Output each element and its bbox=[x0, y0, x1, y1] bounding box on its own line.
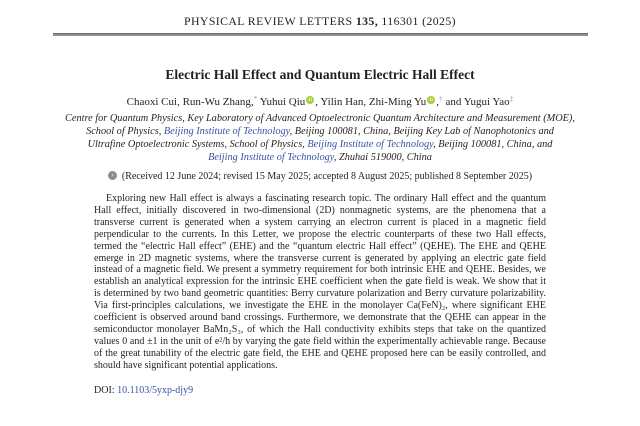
text-segment: , bbox=[436, 96, 440, 108]
abstract-text: Exploring new Hall effect is always a fascinating research topic. The ordinary Hall effect and the quantum Hall effect, initially discovered in two-dimensional (2D) nonmagnetic systems, are the phenomena that a transverse current is generated when a system carrying an electron current is placed in a magnetic field perpendicular to the currents. In this Letter, we propose the electric counterparts of these two Hall effects, termed the “electric Hall effect” (EHE) and the “quantum electric Hall effect” (QEHE). The EHE and QEHE emerge in 2D magnetic systems, where the transverse current is generated by applying an electric gate field instead of a magnetic field. We present a symmetry requirement for both intrinsic EHE and QEHE. Besides, we establish an analytical expression for the intrinsic EHE coefficient when the gate field is weak. We show that it is determined by two band geometric quantities: Berry curvature polarization and Berry curvature polarizability. Via first-principles calculations, we investigate the EHE in the monolayer Ca(FeN)₂, where significant EHE coefficient is observed around band crossings. Furthermore, we demonstrate that the QEHE can appear in the semiconductor monolayer BaMn₂S₃, of which the Hall conductivity exhibits steps that take on the quantized values 0 and ±1 in the unit of e²/h by varying the gate field within the experimentally achievable range. Because of the great tunability of the electric gate field, the EHE and QEHE proposed here can be easily controlled, and should have significant potential applications. bbox=[94, 193, 546, 371]
doi-link[interactable]: 10.1103/5yxp-djy9 bbox=[117, 384, 194, 396]
orcid-icon[interactable]: iD bbox=[306, 96, 314, 104]
text-segment: PHYSICAL REVIEW LETTERS bbox=[184, 14, 356, 28]
affiliation-line bbox=[0, 151, 640, 164]
affiliation-link[interactable]: Beijing Institute of Technology bbox=[163, 126, 290, 137]
text-segment: School of Physics, bbox=[86, 126, 164, 137]
text-segment: and Yugui Yao bbox=[442, 96, 510, 108]
text-segment: , Zhuhai 519000, China bbox=[333, 152, 432, 163]
affiliations-block bbox=[0, 112, 640, 164]
affiliation-link[interactable]: Beijing Institute of Technology bbox=[307, 139, 434, 150]
paper-title: Electric Hall Effect and Quantum Electric Hall Effect bbox=[165, 67, 475, 82]
affiliation-line bbox=[0, 112, 640, 125]
text-segment: Yuhui Qiu bbox=[257, 96, 306, 108]
author-line bbox=[0, 96, 640, 108]
doi-line bbox=[94, 385, 546, 396]
footnote-marker-double-dagger[interactable]: ‡ bbox=[509, 94, 514, 103]
affiliation-line bbox=[0, 125, 640, 138]
text-segment: Centre for Quantum Physics, Key Laboratory of Advanced Optoelectronic Quantum Architecture and Measurement (MOE), bbox=[65, 113, 575, 124]
affiliation-link[interactable]: Beijing Institute of Technology bbox=[208, 152, 334, 163]
text-segment: , Beijing 100081, China, Beijing Key Lab of Nanophotonics and bbox=[289, 126, 554, 137]
journal-header bbox=[0, 0, 640, 29]
text-segment: DOI: bbox=[94, 384, 118, 396]
text-segment: , Beijing 100081, China, and bbox=[433, 139, 553, 150]
text-segment: Ultrafine Optoelectronic Systems, School of Physics, bbox=[87, 139, 308, 150]
text-segment: 135, bbox=[355, 14, 379, 28]
affiliation-line bbox=[0, 138, 640, 151]
footnote-marker-dagger[interactable]: † bbox=[439, 94, 443, 103]
abstract-block bbox=[94, 193, 546, 372]
received-line bbox=[0, 171, 640, 182]
crossmark-icon[interactable]: › bbox=[108, 171, 117, 180]
footnote-marker-asterisk[interactable]: * bbox=[253, 94, 258, 103]
text-segment: , Yilin Han, Zhi-Ming Yu bbox=[315, 96, 427, 108]
header-rule bbox=[53, 33, 588, 36]
text-segment: Chaoxi Cui, Run-Wu Zhang, bbox=[126, 96, 254, 108]
orcid-icon[interactable]: iD bbox=[427, 96, 435, 104]
received-dates: (Received 12 June 2024; revised 15 May 2025; accepted 8 August 2025; published 8 September 2025) bbox=[121, 171, 533, 182]
text-segment: 116301 (2025) bbox=[378, 14, 456, 28]
